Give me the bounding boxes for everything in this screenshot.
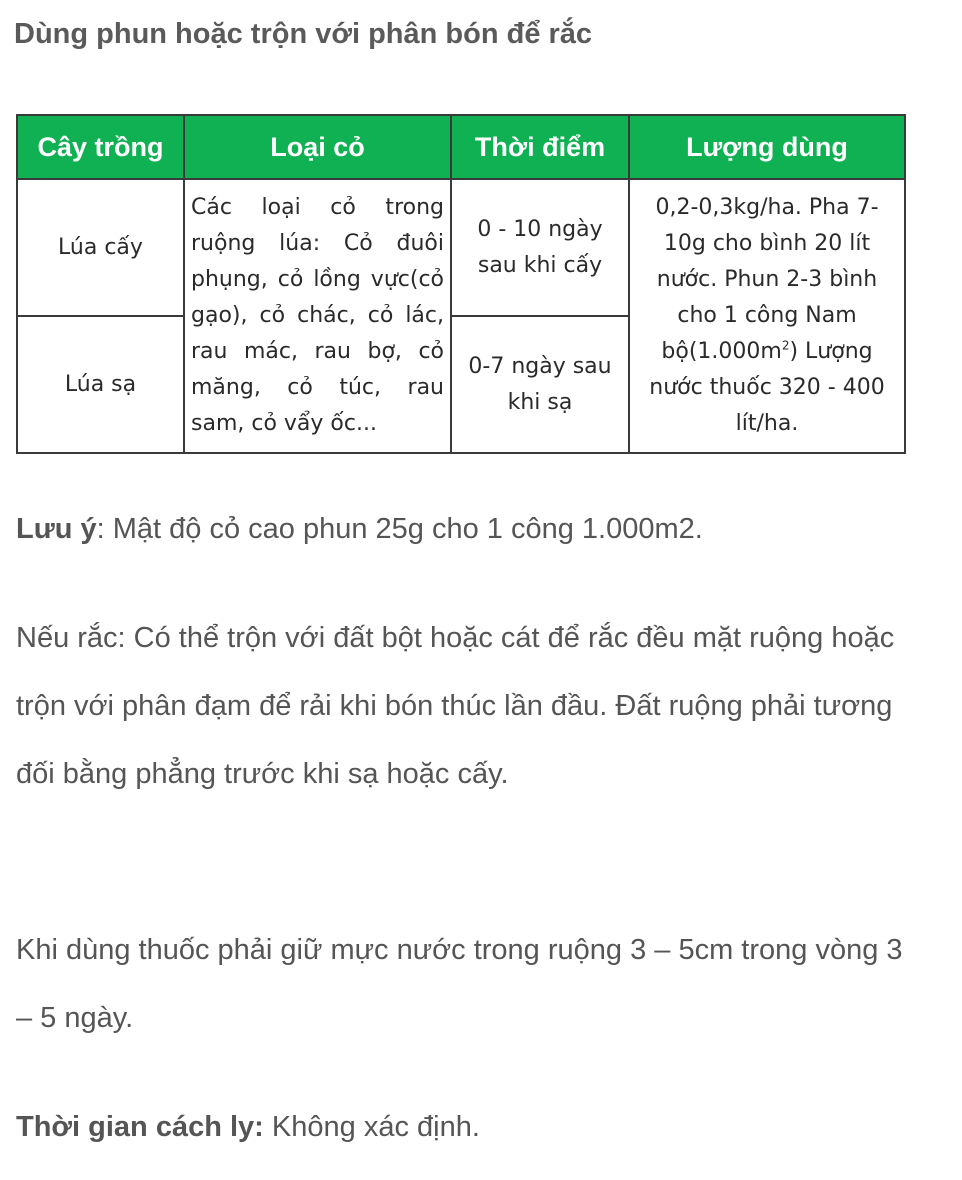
timing-cell: 0 - 10 ngày sau khi cấy <box>451 179 629 316</box>
dosage-text-part2: ) Lượng nước thuốc 320 - 400 lít/ha. <box>649 339 885 436</box>
dosage-superscript: 2 <box>781 338 790 353</box>
note-paragraph <box>16 495 916 563</box>
usage-table-container <box>16 114 904 454</box>
header-dosage: Lượng dùng <box>629 115 905 179</box>
dosage-text-part1: 0,2-0,3kg/ha. Pha 7-10g cho bình 20 lít nước. Phun 2-3 bình cho 1 công Nam bộ(1.000m <box>655 195 879 364</box>
table-header-row <box>17 115 905 179</box>
table-row <box>17 179 905 316</box>
dosage-cell <box>629 179 905 453</box>
note-label: Lưu ý <box>16 513 97 545</box>
weed-type-cell: Các loại cỏ trong ruộng lúa: Cỏ đuôi phụng, cỏ lồng vực(cỏ gạo), cỏ chác, cỏ lác, rau mác, rau bợ, cỏ măng, cỏ túc, rau sam, cỏ vẩy ốc... <box>184 179 451 453</box>
isolation-text: Không xác định. <box>263 1111 480 1143</box>
crop-cell: Lúa sạ <box>17 316 184 453</box>
crop-cell: Lúa cấy <box>17 179 184 316</box>
timing-cell: 0-7 ngày sau khi sạ <box>451 316 629 453</box>
header-weed-type: Loại cỏ <box>184 115 451 179</box>
isolation-label: Thời gian cách ly: <box>16 1111 264 1143</box>
spread-paragraph: Nếu rắc: Có thể trộn với đất bột hoặc cát để rắc đều mặt ruộng hoặc trộn với phân đạm để rải khi bón thúc lần đầu. Đất ruộng phải tương đối bằng phẳng trước khi sạ hoặc cấy. <box>16 622 895 790</box>
water-level-paragraph: Khi dùng thuốc phải giữ mực nước trong ruộng 3 – 5cm trong vòng 3 – 5 ngày. <box>16 934 903 1034</box>
header-timing: Thời điểm <box>451 115 629 179</box>
isolation-paragraph <box>16 1093 916 1161</box>
header-crop: Cây trồng <box>17 115 184 179</box>
note-text: : Mật độ cỏ cao phun 25g cho 1 công 1.000m2. <box>96 513 703 545</box>
section-heading: Dùng phun hoặc trộn với phân bón để rắc <box>14 18 593 50</box>
usage-table <box>16 114 906 454</box>
